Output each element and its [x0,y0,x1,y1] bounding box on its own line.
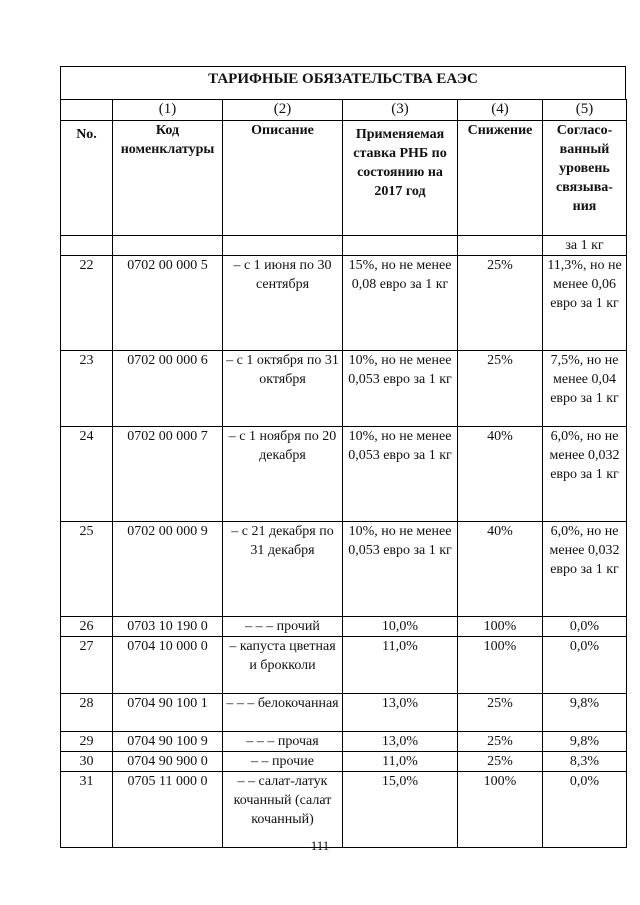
row-number: 29 [61,732,113,752]
carry-over-cell [458,236,543,256]
header-no: No. [61,121,113,236]
applied-rate: 15,0% [343,772,458,848]
nomenclature-code: 0703 10 190 0 [113,617,223,637]
nomenclature-code: 0705 11 000 0 [113,772,223,848]
bound-level: 8,3% [543,752,627,772]
description: – капуста цветная и брокколи [223,637,343,694]
table-row [61,351,627,427]
column-number [61,100,113,121]
row-number: 25 [61,522,113,617]
row-number: 31 [61,772,113,848]
column-number: (2) [223,100,343,121]
bound-level: 7,5%, но не менее 0,04 евро за 1 кг [543,351,627,427]
reduction: 25% [458,752,543,772]
applied-rate: 13,0% [343,732,458,752]
nomenclature-code: 0702 00 000 6 [113,351,223,427]
row-number: 22 [61,256,113,351]
column-number: (1) [113,100,223,121]
header-code: Код номенклатуры [113,121,223,236]
description: – – – белокочанная [223,694,343,732]
reduction: 100% [458,617,543,637]
carry-over-cell [61,236,113,256]
table-row [61,772,627,848]
bound-level: 9,8% [543,694,627,732]
applied-rate: 13,0% [343,694,458,732]
header-row [61,121,627,236]
reduction: 25% [458,694,543,732]
table-title: ТАРИФНЫЕ ОБЯЗАТЕЛЬСТВА ЕАЭС [60,66,626,100]
carry-over-cell: за 1 кг [543,236,627,256]
bound-level: 0,0% [543,637,627,694]
nomenclature-code: 0704 90 100 9 [113,732,223,752]
row-number: 30 [61,752,113,772]
description: – – прочие [223,752,343,772]
description: – – – прочая [223,732,343,752]
table-row [61,256,627,351]
column-number: (3) [343,100,458,121]
header-reduction: Снижение [458,121,543,236]
description: – – – прочий [223,617,343,637]
header-bound-level: Согласо-ванный уровень связыва-ния [543,121,627,236]
bound-level: 0,0% [543,617,627,637]
row-number: 24 [61,427,113,522]
reduction: 25% [458,256,543,351]
tariff-table [60,99,627,848]
table-row [61,522,627,617]
carry-over-cell [113,236,223,256]
description: – с 1 октября по 31 октября [223,351,343,427]
reduction: 40% [458,427,543,522]
table-row [61,694,627,732]
reduction: 25% [458,351,543,427]
bound-level: 6,0%, но не менее 0,032 евро за 1 кг [543,522,627,617]
applied-rate: 10%, но не менее 0,053 евро за 1 кг [343,351,458,427]
reduction: 40% [458,522,543,617]
nomenclature-code: 0702 00 000 9 [113,522,223,617]
nomenclature-code: 0702 00 000 7 [113,427,223,522]
bound-level: 11,3%, но не менее 0,06 евро за 1 кг [543,256,627,351]
row-number: 28 [61,694,113,732]
header-applied-rate: Применяемая ставка РНБ по состоянию на 2017 год [343,121,458,236]
nomenclature-code: 0702 00 000 5 [113,256,223,351]
bound-level: 9,8% [543,732,627,752]
header-description: Описание [223,121,343,236]
bound-level: 0,0% [543,772,627,848]
table-row [61,732,627,752]
reduction: 25% [458,732,543,752]
applied-rate: 10%, но не менее 0,053 евро за 1 кг [343,522,458,617]
applied-rate: 11,0% [343,637,458,694]
carry-over-row [61,236,627,256]
column-number-row [61,100,627,121]
table-row [61,637,627,694]
nomenclature-code: 0704 90 900 0 [113,752,223,772]
table-row [61,617,627,637]
description: – с 1 июня по 30 сентября [223,256,343,351]
carry-over-cell [343,236,458,256]
reduction: 100% [458,637,543,694]
applied-rate: 11,0% [343,752,458,772]
description: – с 21 декабря по 31 декабря [223,522,343,617]
nomenclature-code: 0704 90 100 1 [113,694,223,732]
column-number: (4) [458,100,543,121]
carry-over-cell [223,236,343,256]
row-number: 23 [61,351,113,427]
nomenclature-code: 0704 10 000 0 [113,637,223,694]
column-number: (5) [543,100,627,121]
row-number: 27 [61,637,113,694]
table-row [61,752,627,772]
description: – с 1 ноября по 20 декабря [223,427,343,522]
applied-rate: 10,0% [343,617,458,637]
bound-level: 6,0%, но не менее 0,032 евро за 1 кг [543,427,627,522]
applied-rate: 15%, но не менее 0,08 евро за 1 кг [343,256,458,351]
description: – – салат-латук кочанный (салат кочанный) [223,772,343,848]
reduction: 100% [458,772,543,848]
page-number: 111 [310,838,330,853]
applied-rate: 10%, но не менее 0,053 евро за 1 кг [343,427,458,522]
table-row [61,427,627,522]
row-number: 26 [61,617,113,637]
